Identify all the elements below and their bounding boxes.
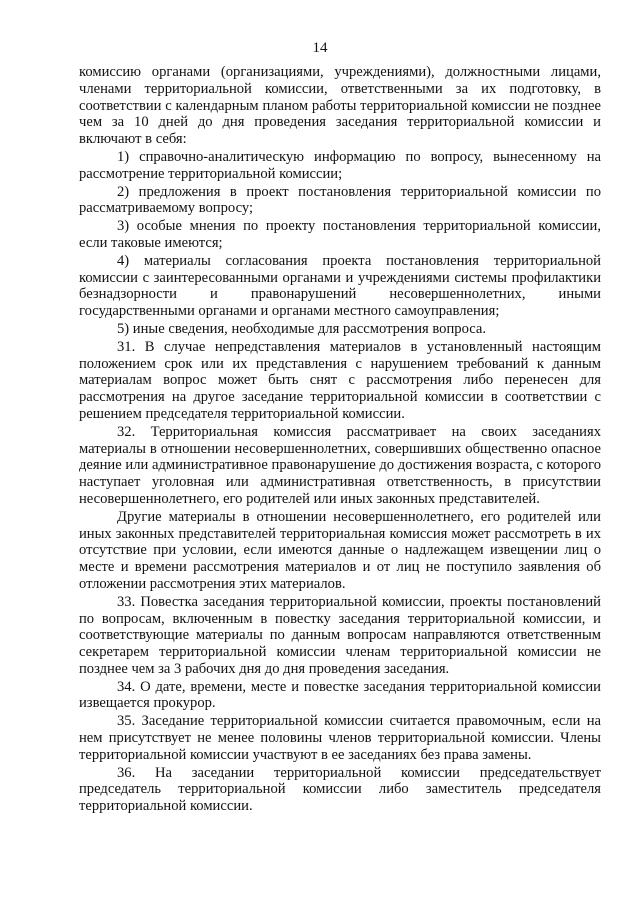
paragraph: 34. О дате, времени, месте и повестке заседания территориальной комиссии извещается прокурор. [79, 678, 601, 712]
paragraph: 4) материалы согласования проекта постановления территориальной комиссии с заинтересованными органами и учреждениями системы профилактики безнадзорности и правонарушений несовершеннолетних, иными государственными органами и органами местного самоуправления; [79, 252, 601, 320]
paragraph: 36. На заседании территориальной комиссии председательствует председатель территориальной комиссии либо заместитель председателя территориальной комиссии. [79, 764, 601, 815]
paragraph: Другие материалы в отношении несовершеннолетнего, его родителей или иных законных представителей территориальная комиссия может рассмотреть в их отсутствие при условии, если имеются данные о надлежащем извещении лиц о месте и времени рассмотрения материалов и от лиц не поступило заявления об отложении рассмотрения этих материалов. [79, 508, 601, 592]
paragraph: 33. Повестка заседания территориальной комиссии, проекты постановлений по вопросам, включенным в повестку заседания территориальной комиссии, и соответствующие материалы по данным вопросам направляются ответственным секретарем территориальной комиссии членам территориальной комиссии не позднее чем за 3 рабочих дня до дня проведения заседания. [79, 593, 601, 677]
paragraph: 3) особые мнения по проекту постановления территориальной комиссии, если таковые имеются; [79, 218, 601, 251]
paragraph: комиссию органами (организациями, учреждениями), должностными лицами, членами территориальной комиссии, ответственными за их подготовку, в соответствии с календарным планом работы территориальной комиссии не позднее чем за 10 дней до дня проведения заседания территориальной комиссии и включают в себя: [79, 64, 601, 148]
body-text [79, 64, 601, 816]
paragraph: 2) предложения в проект постановления территориальной комиссии по рассматриваемому вопросу; [79, 183, 601, 217]
paragraph: 32. Территориальная комиссия рассматривает на своих заседаниях материалы в отношении несовершеннолетних, совершивших общественно опасное деяние или административное правонарушение до достижения возраста, с которого наступает уголовная или административная ответственность, в присутствии несовершеннолетнего, его родителей или иных законных представителей. [79, 423, 601, 507]
page-number: 14 [312, 40, 328, 56]
paragraph: 5) иные сведения, необходимые для рассмотрения вопроса. [117, 320, 487, 337]
paragraph: 1) справочно-аналитическую информацию по вопросу, вынесенному на рассмотрение территориальной комиссии; [79, 148, 601, 182]
paragraph: 35. Заседание территориальной комиссии считается правомочным, если на нем присутствует не менее половины членов территориальной комиссии. Члены территориальной комиссии участвуют в ее заседаниях без права замены. [79, 713, 601, 763]
paragraph: 31. В случае непредставления материалов в установленный настоящим положением срок или их представления с нарушением требований к данным материалам вопрос может быть снят с рассмотрения либо перенесен для рассмотрения на другое заседание территориальной комиссии в соответствии с решением председателя территориальной комиссии. [79, 338, 601, 422]
